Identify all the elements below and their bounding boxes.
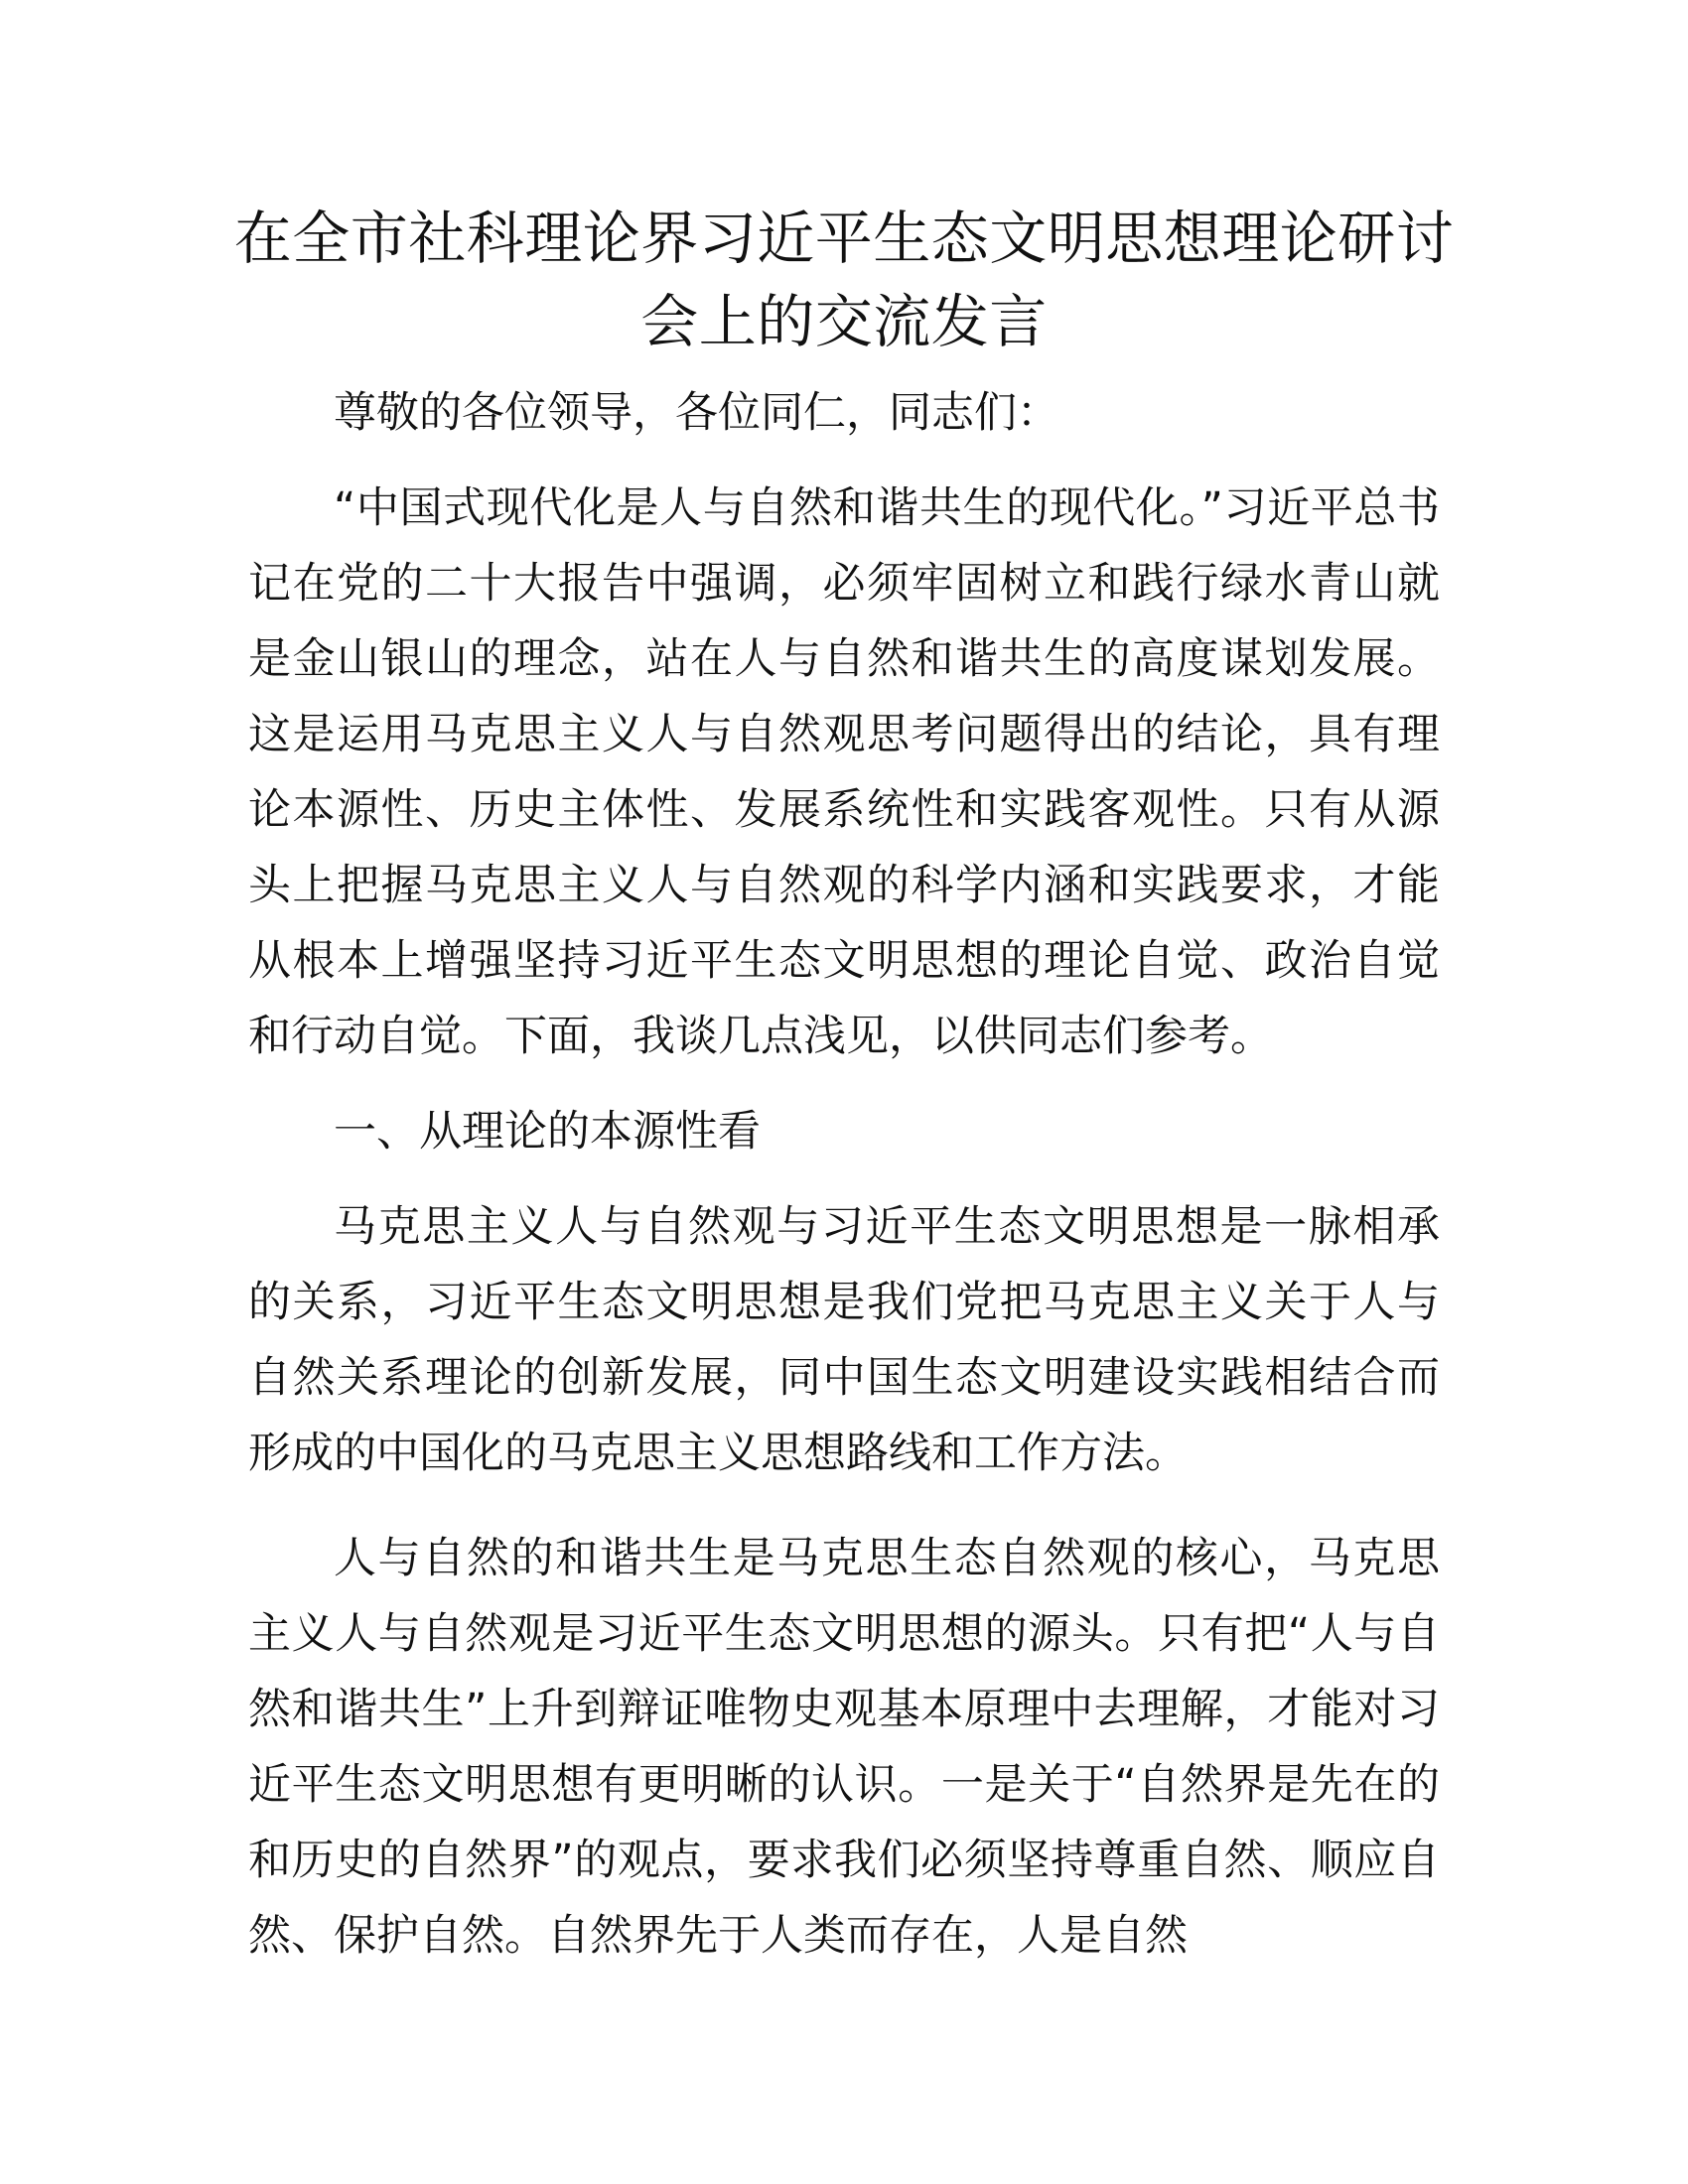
body-paragraph: 人与自然的和谐共生是马克思生态自然观的核心，马克思主义人与自然观是习近平生态文明思想的源头。只有把“人与自然和谐共生”上升到辩证唯物史观基本原理中去理解，才能对习近平生态文明思想有更明晰的认识。一是关于“自然界是先在的和历史的自然界”的观点，要求我们必须坚持尊重自然、顺应自然、保护自然。自然界先于人类而存在，人是自然: [248, 1534, 1440, 1961]
section-heading-1: 一、从理论的本源性看: [334, 1107, 761, 1157]
document-body: [248, 375, 1440, 1974]
intro-paragraph: “中国式现代化是人与自然和谐共生的现代化。”习近平总书记在党的二十大报告中强调，必须牢固树立和践行绿水青山就是金山银山的理念，站在人与自然和谐共生的高度谋划发展。这是运用马克思主义人与自然观思考问题得出的结论，具有理论本源性、历史主体性、发展系统性和实践客观性。只有从源头上把握马克思主义人与自然观的科学内涵和实践要求，才能从根本上增强坚持习近平生态文明思想的理论自觉、政治自觉和行动自觉。下面，我谈几点浅见，以供同志们参考。: [248, 483, 1440, 1061]
greeting-paragraph: 尊敬的各位领导，各位同仁，同志们：: [334, 388, 1059, 438]
document-title: 在全市社科理论界习近平生态文明思想理论研讨会上的交流发言: [233, 205, 1455, 355]
body-paragraph: 马克思主义人与自然观与习近平生态文明思想是一脉相承的关系，习近平生态文明思想是我们党把马克思主义关于人与自然关系理论的创新发展，同中国生态文明建设实践相结合而形成的中国化的马克思主义思想路线和工作方法。: [248, 1202, 1440, 1478]
